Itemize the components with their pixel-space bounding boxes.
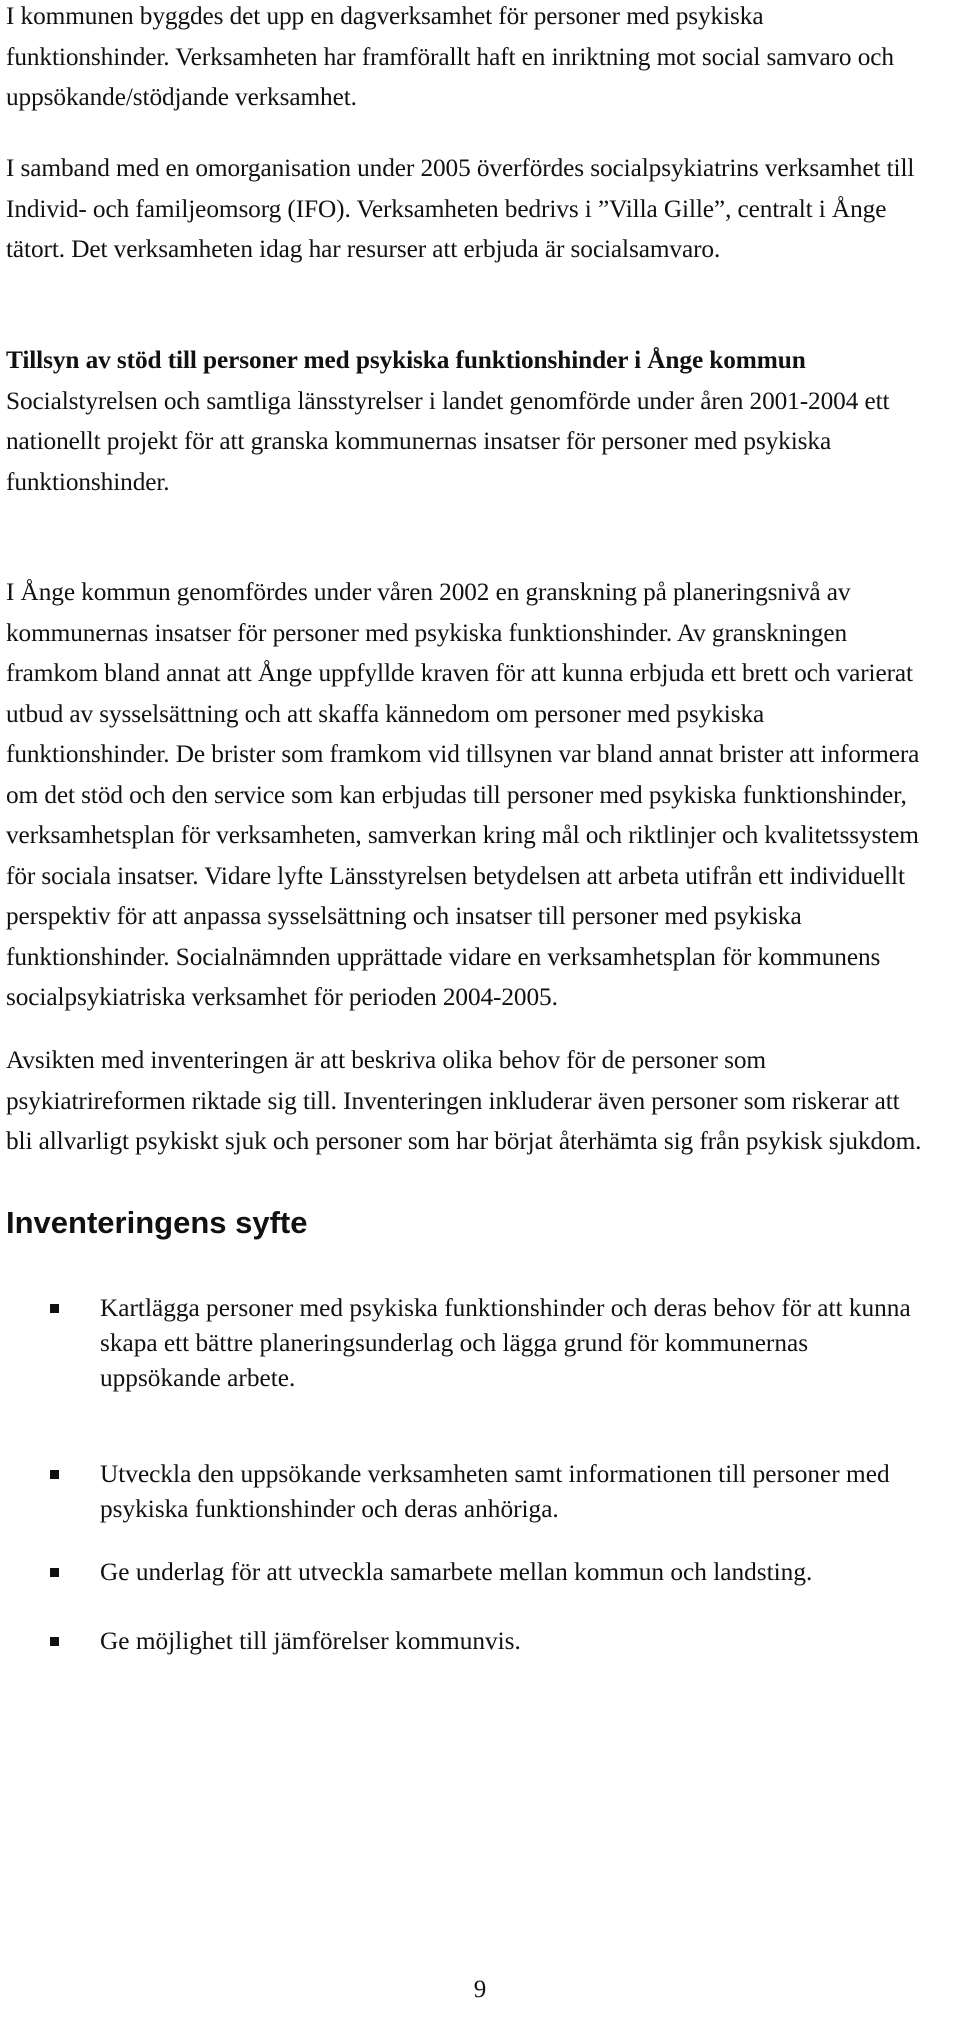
bullet-text: Kartlägga personer med psykiska funktionshinder och deras behov för att kunna skapa ett bättre planeringsunderlag och lägga grund för kommunernas uppsökande arbete. xyxy=(100,1294,911,1392)
bullet-text: Ge möjlighet till jämförelser kommunvis. xyxy=(100,1627,521,1655)
square-bullet-icon xyxy=(50,1304,59,1313)
square-bullet-icon xyxy=(50,1470,59,1479)
tillsyn-body: Socialstyrelsen och samtliga länsstyrelser i landet genomförde under åren 2001-2004 ett nationellt projekt för att granska kommunernas insatser för personer med psykiska funktionshinder. xyxy=(6,386,890,496)
square-bullet-icon xyxy=(50,1637,59,1646)
paragraph-tillsyn xyxy=(6,340,926,502)
square-bullet-icon xyxy=(50,1568,59,1577)
paragraph-granskning: I Ånge kommun genomfördes under våren 2002 en granskning på planeringsnivå av kommunernas insatser för personer med psykiska funktionshinder. Av granskningen framkom bland annat att Ånge uppfyllde kraven för att kunna erbjuda ett brett och varierat utbud av sysselsättning och att skaffa kännedom om personer med psykiska funktionshinder. De brister som framkom vid tillsynen var bland annat brister att informera om det stöd och den service som kan erbjudas till personer med psykiska funktionshinder, verksamhetsplan för verksamheten, samverkan kring mål och riktlinjer och kvalitetssystem för sociala insatser. Vidare lyfte Länsstyrelsen betydelsen att arbeta utifrån ett individuellt perspektiv för att anpassa sysselsättning och insatser till personer med psykiska funktionshinder. Socialnämnden upprättade vidare en verksamhetsplan för kommunens socialpsykiatriska verksamhet för perioden 2004-2005. xyxy=(6,578,920,1011)
paragraph-dagverksamhet: I kommunen byggdes det upp en dagverksamhet för personer med psykiska funktionshinder. Verksamheten har framförallt haft en inriktning mot social samvaro och uppsökande/stödjande verksamhet. xyxy=(6,2,894,111)
page-number: 9 xyxy=(473,1976,487,2003)
tillsyn-heading: Tillsyn av stöd till personer med psykiska funktionshinder i Ånge kommun xyxy=(6,346,806,374)
paragraph-omorganisation: I samband med en omorganisation under 2005 överfördes socialpsykiatrins verksamhet till Individ- och familjeomsorg (IFO). Verksamheten bedrivs i ”Villa Gille”, centralt i Ånge tätort. Det verksamheten idag har resurser att erbjuda är socialsamvaro. xyxy=(6,154,915,263)
paragraph-avsikten: Avsikten med inventeringen är att beskriva olika behov för de personer som psykiatrireformen riktade sig till. Inventeringen inkluderar även personer som riskerar att bli allvarligt psykiskt sjuk och personer som har börjat återhämta sig från psykisk sjukdom. xyxy=(6,1046,922,1155)
bullet-text: Utveckla den uppsökande verksamheten samt informationen till personer med psykiska funktionshinder och deras anhöriga. xyxy=(100,1460,890,1523)
section-heading-inventeringens-syfte: Inventeringens syfte xyxy=(6,1205,308,1240)
bullet-text: Ge underlag för att utveckla samarbete mellan kommun och landsting. xyxy=(100,1558,813,1586)
